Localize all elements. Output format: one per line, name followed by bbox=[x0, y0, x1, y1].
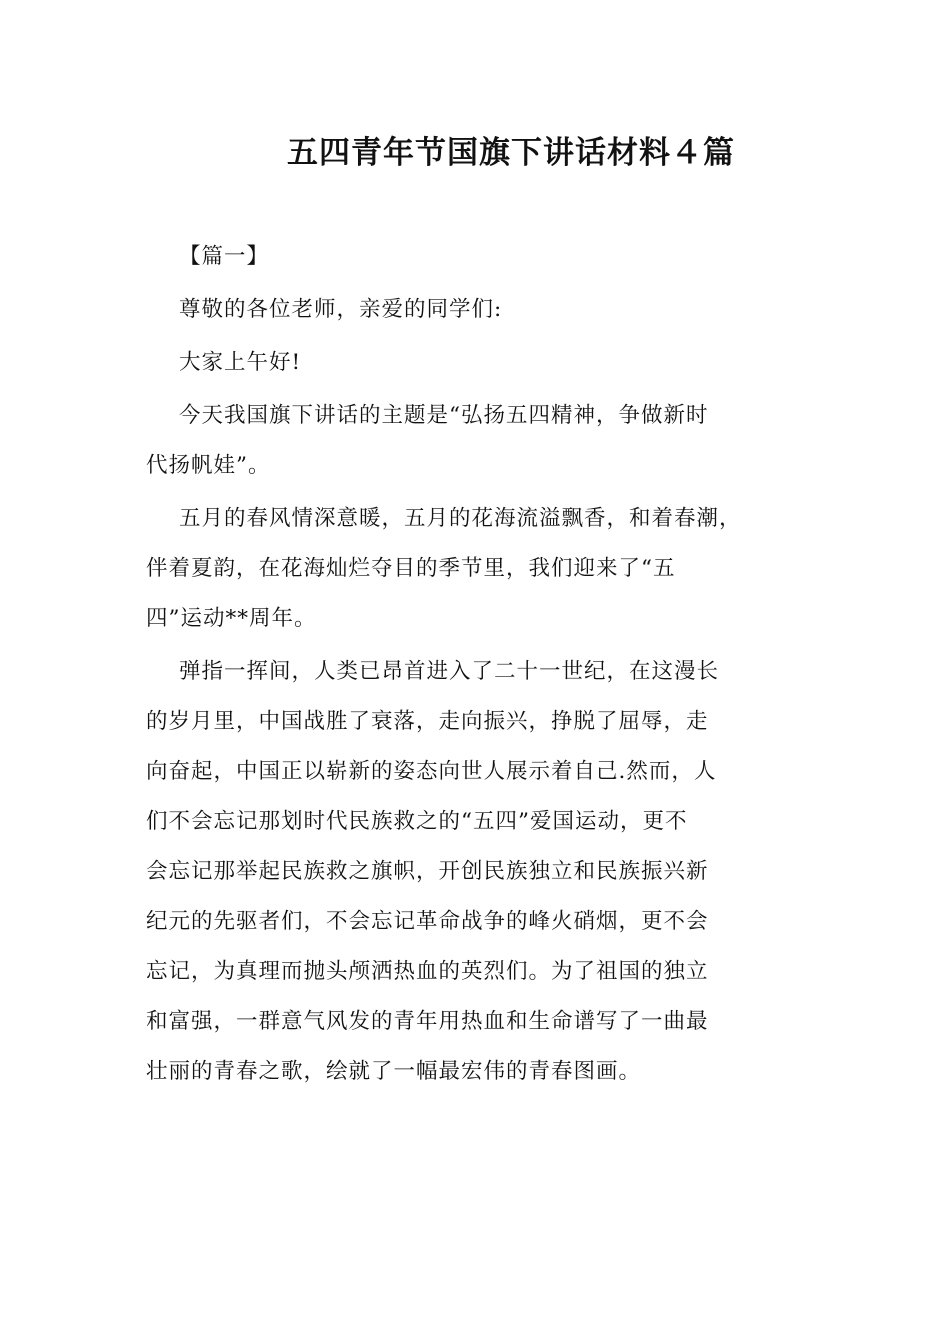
document-body bbox=[146, 232, 806, 1097]
salutation-line: 大家上午好! bbox=[179, 350, 302, 375]
paragraph-line: 会忘记那举起民族救之旗帜，开创民族独立和民族振兴新 bbox=[146, 859, 709, 884]
paragraph-line: 忘记，为真理而抛头颅洒热血的英烈们。为了祖国的独立 bbox=[146, 959, 709, 984]
section-heading: 【篇一】 bbox=[179, 244, 270, 269]
paragraph-line: 五月的春风情深意暖，五月的花海流溢飘香，和着春潮， bbox=[179, 506, 742, 531]
paragraph-line: 们不会忘记那划时代民族救之的“五四”爱国运动，更不 bbox=[146, 809, 688, 834]
paragraph-line: 今天我国旗下讲话的主题是“弘扬五四精神，争做新时 bbox=[179, 403, 709, 428]
greeting-line: 尊敬的各位老师，亲爱的同学们: bbox=[179, 297, 503, 322]
paragraph-2 bbox=[146, 494, 806, 644]
paragraph-line: 向奋起，中国正以崭新的姿态向世人展示着自己.然而，人 bbox=[146, 759, 717, 784]
paragraph-line: 四”运动**周年。 bbox=[146, 606, 317, 631]
paragraph-1 bbox=[146, 391, 806, 491]
paragraph-line: 壮丽的青春之歌，绘就了一幅最宏伟的青春图画。 bbox=[146, 1059, 642, 1084]
paragraph-line: 弹指一挥间，人类已昂首进入了二十一世纪，在这漫长 bbox=[179, 659, 720, 684]
paragraph-line: 代扬帆娃”。 bbox=[146, 453, 271, 478]
paragraph-line: 和富强，一群意气风发的青年用热血和生命谱写了一曲最 bbox=[146, 1009, 709, 1034]
paragraph-line: 伴着夏韵，在花海灿烂夺目的季节里，我们迎来了“五 bbox=[146, 556, 676, 581]
document-title: 五四青年节国旗下讲话材料４篇 bbox=[287, 135, 735, 171]
paragraph-line: 的岁月里，中国战胜了衰落，走向振兴，挣脱了屈辱，走 bbox=[146, 709, 709, 734]
paragraph-3 bbox=[146, 647, 806, 1097]
paragraph-line: 纪元的先驱者们，不会忘记革命战争的峰火硝烟，更不会 bbox=[146, 909, 709, 934]
